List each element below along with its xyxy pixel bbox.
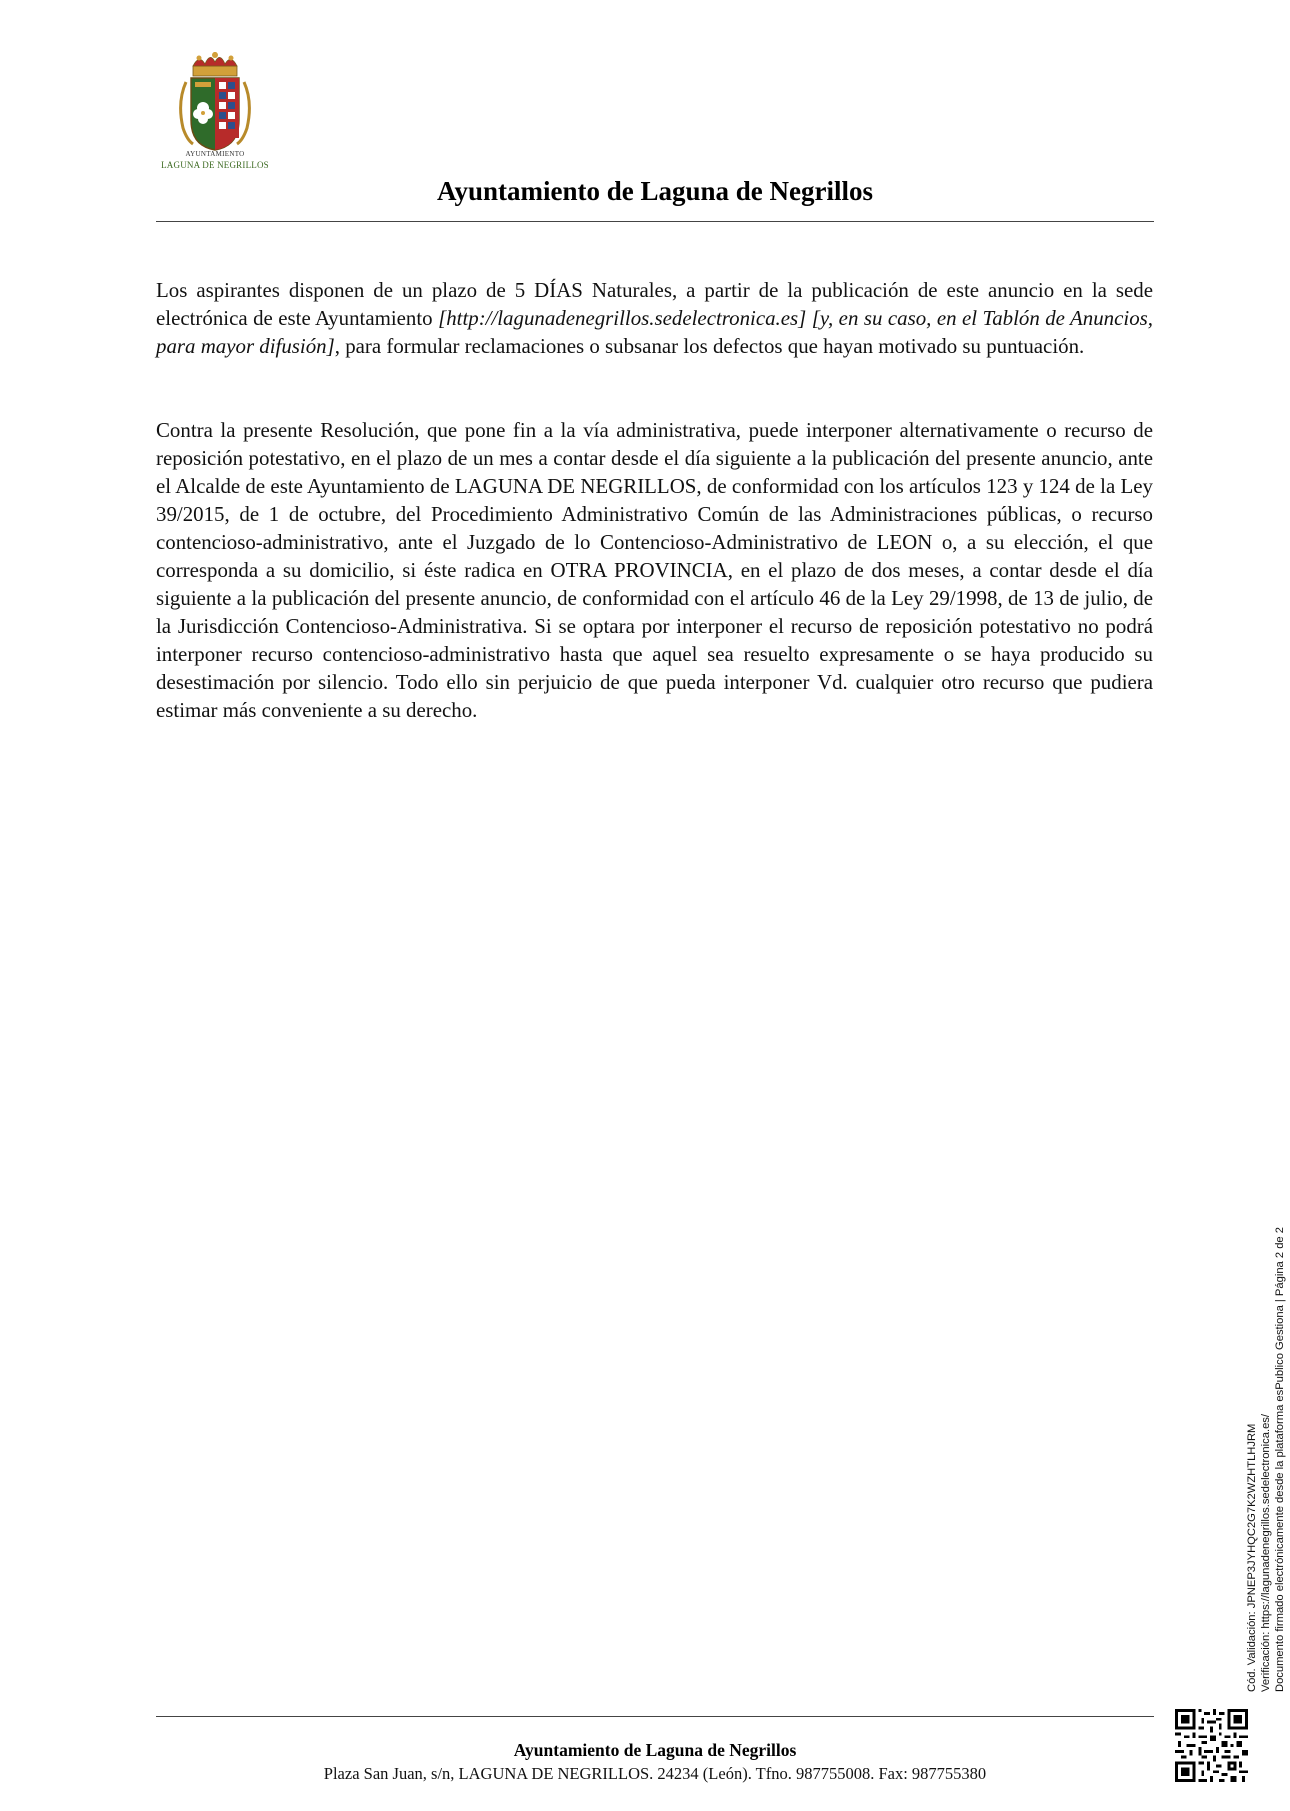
logo-caption-town-name: LAGUNA DE NEGRILLOS: [161, 160, 269, 170]
logo-caption-ayuntamiento: AYUNTAMIENTO: [185, 150, 245, 158]
crown-icon: [193, 52, 237, 76]
paragraph-claims-text-end: , para formular reclamaciones o subsanar los defectos que hayan motivado su puntuación.: [334, 334, 1085, 358]
signature-platform-note: Documento firmado electrónicamente desde la plataforma esPublico Gestiona | Página 2 de 2: [1273, 1227, 1286, 1692]
electronic-validation-notice: [1246, 1227, 1287, 1692]
page-header-title: Ayuntamiento de Laguna de Negrillos: [436, 176, 874, 206]
footer-title: Ayuntamiento de Laguna de Negrillos: [513, 1740, 797, 1760]
paragraph-claims-text-start: Los aspirantes disponen de un plazo de 5 DÍAS Naturales, a partir de la publicación de este anuncio en la sede electrónica de este Ayuntamiento: [156, 278, 1153, 330]
paragraph-appeal-rights: Contra la presente Resolución, que pone fin a la vía administrativa, puede interponer alternativamente o recurso de reposición potestativo, en el plazo de un mes a contar desde el día siguiente a la publicación del presente anuncio, ante el Alcalde de este Ayuntamiento de LAGUNA DE NEGRILLOS, de conformidad con los artículos 123 y 124 de la Ley 39/2015, de 1 de octubre, del Procedimiento Administrativo Común de las Administraciones públicas, o recurso contencioso-administrativo, ante el Juzgado de lo Contencioso-Administrativo de LEON o, a su elección, el que corresponda a su domicilio, si éste radica en OTRA PROVINCIA, en el plazo de dos meses, a contar desde el día siguiente a la publicación del presente anuncio, de conformidad con el artículo 46 de la Ley 29/1998, de 13 de julio, de la Jurisdicción Contencioso-Administrativa. Si se optara por interponer el recurso de reposición potestativo no podrá interponer recurso contencioso-administrativo hasta que aquel sea resuelto expresamente o se haya producido su desestimación por silencio. Todo ello sin perjuicio de que pueda interponer Vd. cualquier otro recurso que pudiera estimar más conveniente a su derecho.: [156, 418, 1153, 722]
header-divider: [156, 221, 1154, 222]
verification-url: Verificación: https://lagunadenegrillos.sedelectronica.es/: [1259, 1414, 1272, 1692]
validation-code: Cód. Validación: JPNEP3JYHQC2G7K2WZHTLHJRM: [1246, 1423, 1258, 1692]
footer-address: Plaza San Juan, s/n, LAGUNA DE NEGRILLOS. 24234 (León). Tfno. 987755008. Fax: 987755380: [323, 1764, 987, 1783]
document-body: [156, 276, 1153, 724]
paragraph-claims-period: [156, 276, 1153, 360]
sede-electronica-reference: [http://lagunadenegrillos.sedelectronica.es] [y, en su caso, en el Tablón de Anuncios, para mayor difusión]: [156, 306, 1153, 358]
qr-code-icon: [1175, 1709, 1248, 1782]
shield-icon: [191, 78, 239, 150]
footer-divider: [156, 1716, 1154, 1717]
